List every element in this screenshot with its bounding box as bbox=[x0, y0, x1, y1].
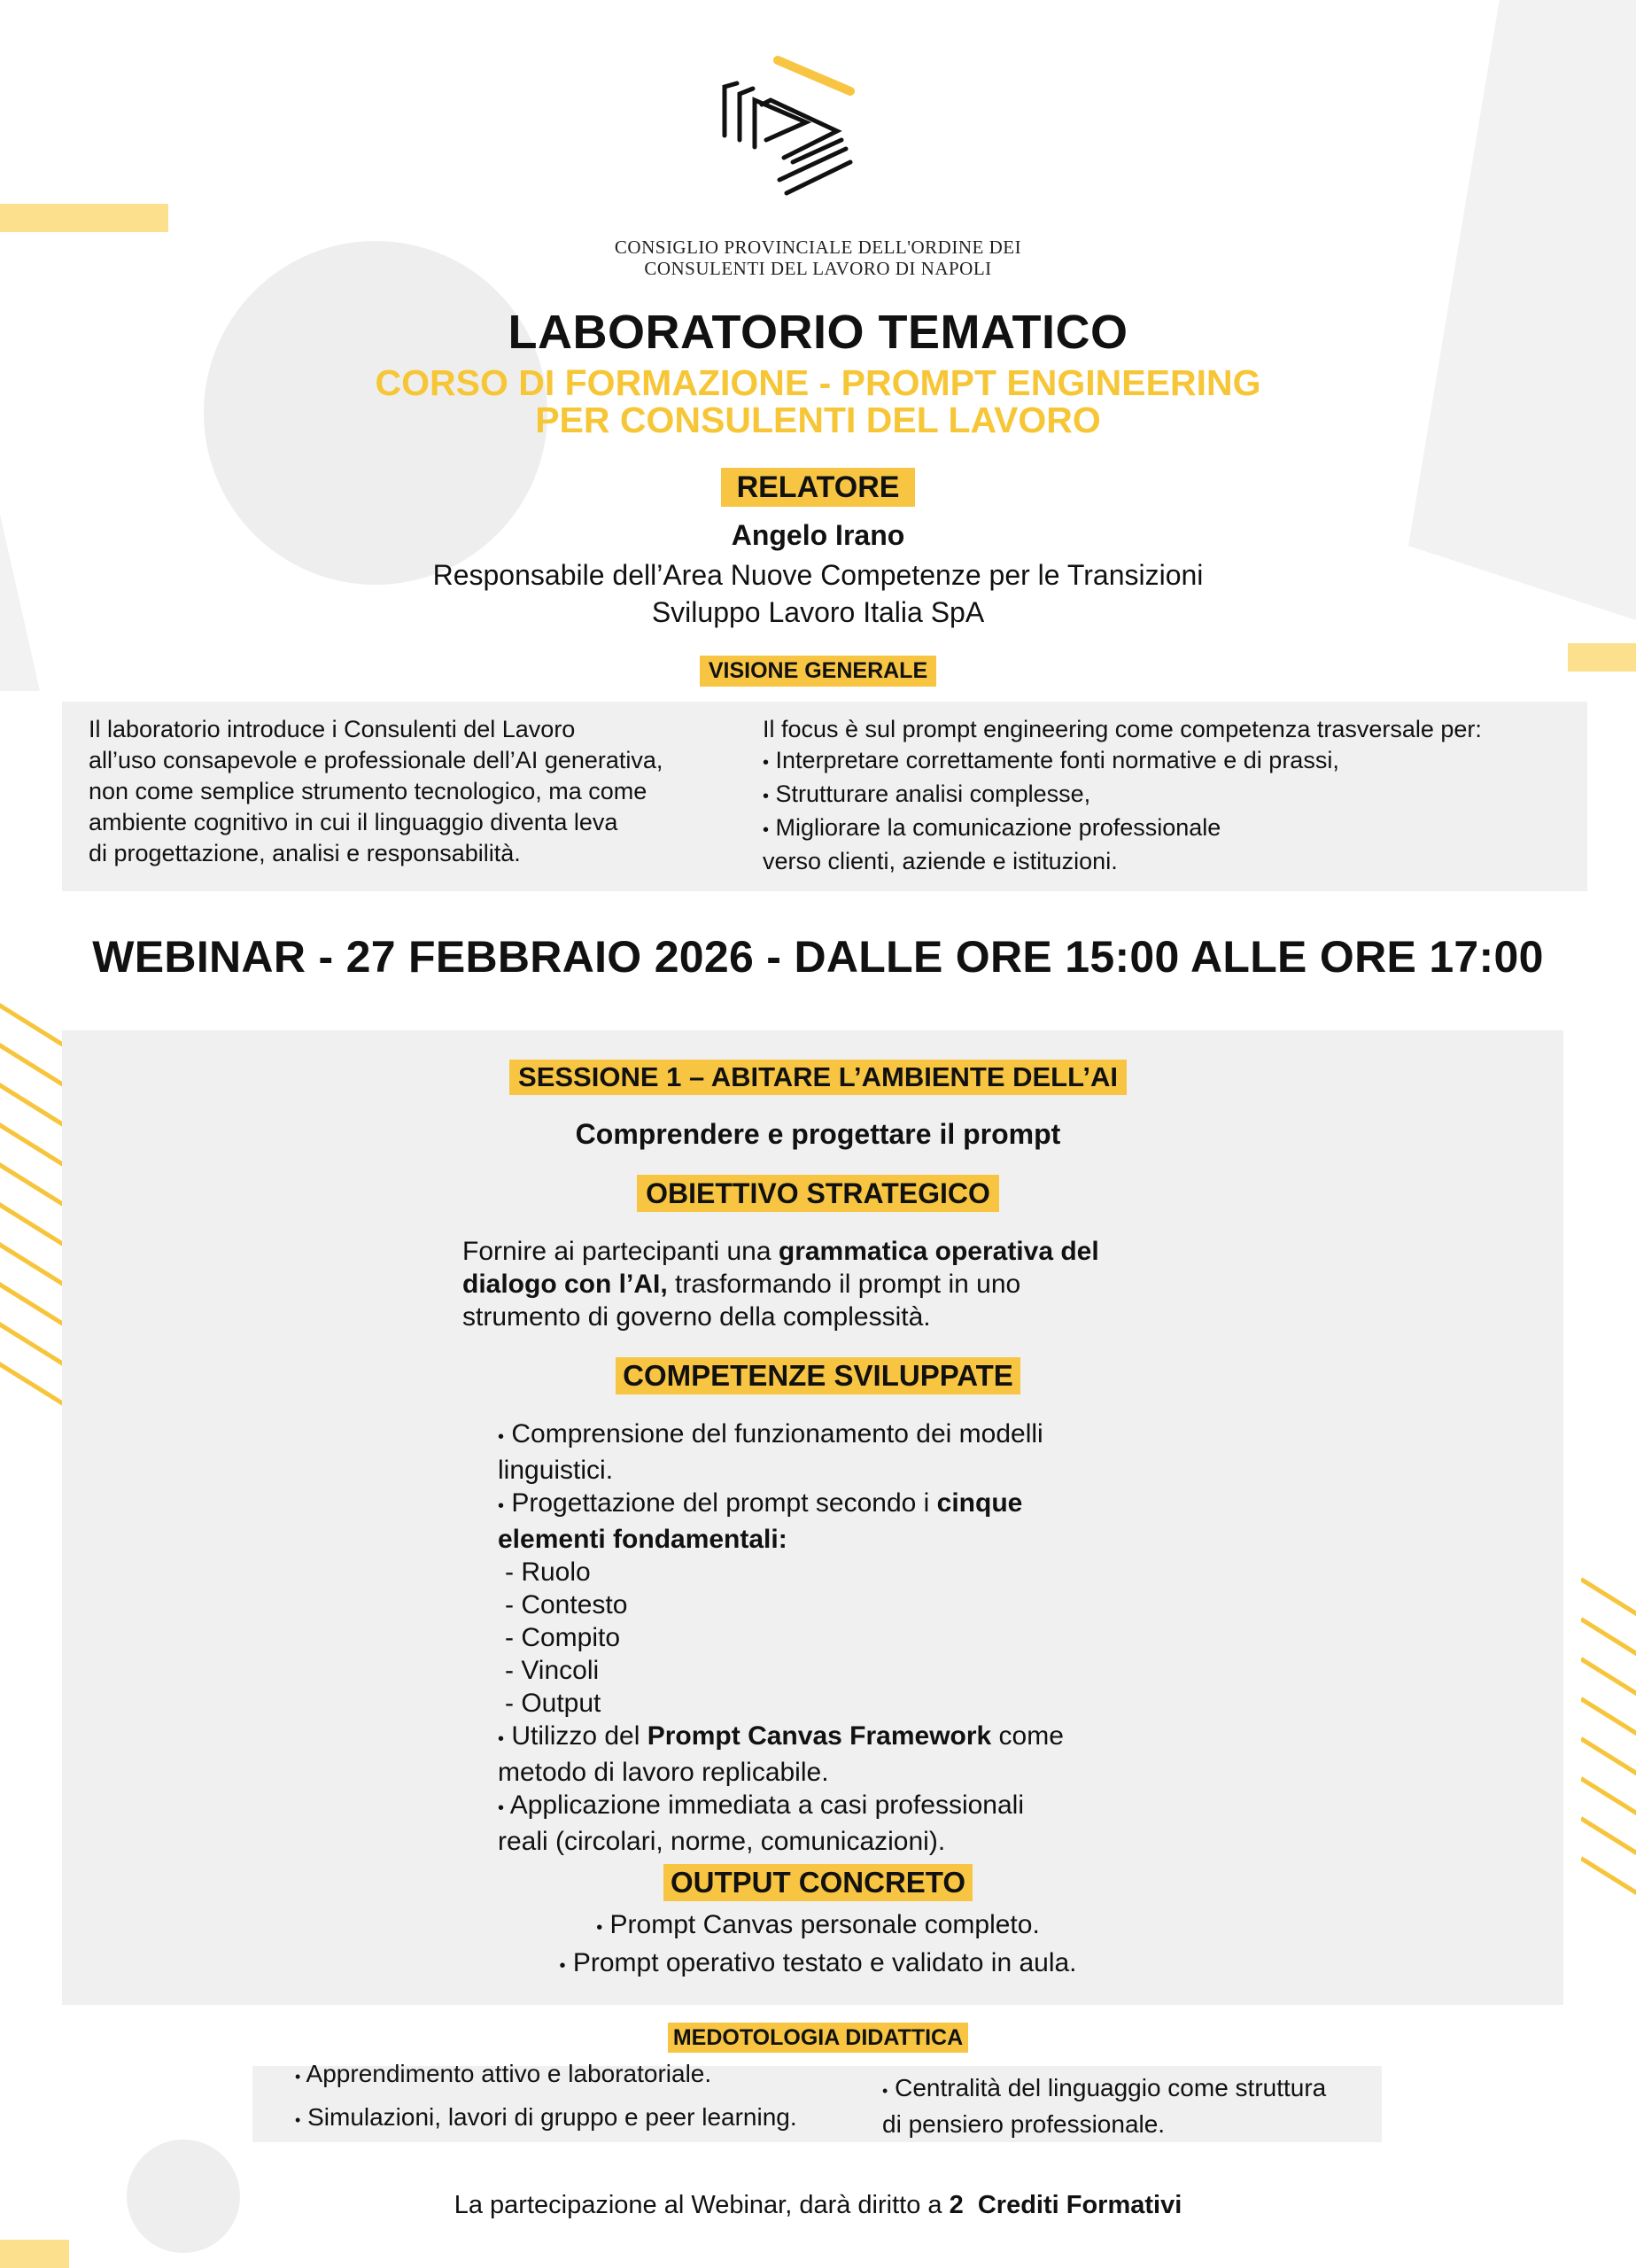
session-subtitle: Comprendere e progettare il prompt bbox=[575, 1118, 1061, 1150]
element-item: - Vincoli bbox=[505, 1656, 600, 1685]
metodologia-left bbox=[295, 2057, 797, 2137]
visione-left-line: non come semplice strumento tecnologico, ma come bbox=[89, 778, 647, 804]
skills-label-wrap bbox=[0, 1357, 1636, 1394]
org-name-line-1: CONSIGLIO PROVINCIALE DELL'ORDINE DEI bbox=[614, 237, 1022, 258]
page-title: LABORATORIO TEMATICO bbox=[508, 306, 1128, 359]
visione-left-line: Il laboratorio introduce i Consulenti del Lavoro bbox=[89, 716, 576, 742]
list-item: • Utilizzo del Prompt Canvas Framework come bbox=[498, 1721, 1064, 1751]
speaker-role: Responsabile dell’Area Nuove Competenze per le Transizioni bbox=[432, 559, 1204, 591]
objective-label-wrap bbox=[0, 1175, 1636, 1212]
output-item: • Prompt Canvas personale completo. bbox=[596, 1910, 1040, 1939]
visione-left-line: all’uso consapevole e professionale dell’AI generativa, bbox=[89, 747, 663, 773]
org-name-line-2: CONSULENTI DEL LAVORO DI NAPOLI bbox=[644, 258, 992, 279]
list-item: • Centralità del linguaggio come struttura bbox=[882, 2074, 1327, 2101]
list-item: • Interpretare correttamente fonti normative e di prassi, bbox=[763, 747, 1339, 773]
list-item: • Applicazione immediata a casi professionali bbox=[498, 1790, 1025, 1820]
triangle-stripes-logo-icon bbox=[717, 51, 859, 198]
visione-right-text bbox=[763, 714, 1482, 877]
session-label-wrap bbox=[0, 1060, 1636, 1095]
subtitle-line-1: CORSO DI FORMAZIONE - PROMPT ENGINEERING bbox=[375, 362, 1261, 403]
metodologia-right: • Centralità del linguaggio come struttura di pensiero professionale. bbox=[882, 2071, 1326, 2140]
speaker-name: Angelo Irano bbox=[731, 519, 905, 551]
visione-label-wrap bbox=[0, 656, 1636, 687]
list-item: • Migliorare la comunicazione professionale bbox=[763, 814, 1221, 841]
visione-right-tail: verso clienti, aziende e istituzioni. bbox=[763, 848, 1118, 874]
output-label: OUTPUT CONCRETO bbox=[663, 1864, 973, 1901]
list-item: • Progettazione del prompt secondo i cinque bbox=[498, 1488, 1023, 1518]
element-item: - Compito bbox=[505, 1623, 621, 1652]
objective-label: OBIETTIVO STRATEGICO bbox=[637, 1175, 999, 1212]
stripes-right bbox=[1581, 1568, 1636, 1905]
yellow-bar-top-left bbox=[0, 204, 168, 232]
visione-left-line: di progettazione, analisi e responsabilità. bbox=[89, 840, 521, 866]
credits-footer: La partecipazione al Webinar, darà diritto a 2 Crediti Formativi bbox=[454, 2191, 1182, 2219]
list-item: • Simulazioni, lavori di gruppo e peer learning. bbox=[295, 2103, 797, 2131]
list-item: • Comprensione del funzionamento dei modelli bbox=[498, 1419, 1043, 1449]
subtitle-line-2: PER CONSULENTI DEL LAVORO bbox=[535, 400, 1101, 440]
output-label-wrap bbox=[0, 1864, 1636, 1901]
relatore-label: RELATORE bbox=[721, 468, 916, 507]
webinar-date-headline: WEBINAR - 27 FEBBRAIO 2026 - DALLE ORE 15:00 ALLE ORE 17:00 bbox=[92, 932, 1544, 982]
element-item: - Contesto bbox=[505, 1590, 628, 1619]
session-label: SESSIONE 1 – ABITARE L’AMBIENTE DELL’AI bbox=[509, 1060, 1127, 1095]
metodologia-label: MEDOTOLOGIA DIDATTICA bbox=[668, 2023, 968, 2053]
output-item: • Prompt operativo testato e validato in aula. bbox=[559, 1948, 1077, 1977]
element-item: - Ruolo bbox=[505, 1557, 591, 1587]
list-item: • Apprendimento attivo e laboratoriale. bbox=[295, 2060, 712, 2087]
skills-list: • Comprensione del funzionamento dei modelli linguistici. • Progettazione del prompt secondo i cinque elementi fondamentali: - Ruolo - Contesto - Compito - Vincoli - Output • Utilizzo del Prompt Canvas Framework come metodo di lavoro replicabile. • Applicazione immediata a casi professionali reali (circolari, norme, comunicazioni). bbox=[498, 1419, 1064, 1856]
visione-left-text bbox=[89, 714, 663, 869]
yellow-bar-bottom-left bbox=[0, 2240, 69, 2268]
visione-right-intro: Il focus è sul prompt engineering come competenza trasversale per: bbox=[763, 716, 1482, 742]
element-item: - Output bbox=[505, 1689, 601, 1718]
speaker-company: Sviluppo Lavoro Italia SpA bbox=[651, 596, 985, 628]
skills-label: COMPETENZE SVILUPPATE bbox=[616, 1357, 1020, 1394]
metodologia-label-wrap bbox=[0, 2023, 1636, 2053]
visione-label: VISIONE GENERALE bbox=[700, 656, 936, 687]
list-item: • Strutturare analisi complesse, bbox=[763, 781, 1091, 807]
relatore-label-wrap bbox=[0, 468, 1636, 507]
objective-text: Fornire ai partecipanti una grammatica operativa del dialogo con l’AI, trasformando il prompt in uno strumento di governo della complessità. bbox=[462, 1237, 1099, 1332]
visione-left-line: ambiente cognitivo in cui il linguaggio diventa leva bbox=[89, 809, 618, 835]
